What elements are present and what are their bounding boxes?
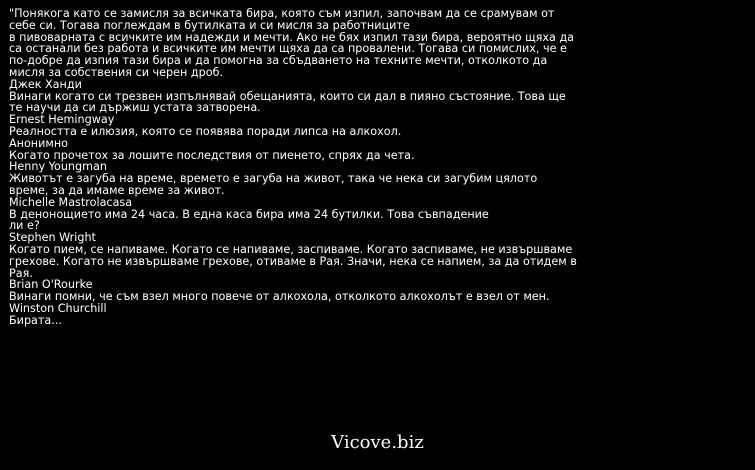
quote-text: Когато пием, се напиваме. Когато се напиваме, заспиваме. Когато заспиваме, не извършваме грехове. Когато не извършваме грехове, отиваме в Рая. Значи, нека се напием, за да отидем в Рая. bbox=[9, 242, 577, 280]
quote-item bbox=[9, 291, 577, 315]
quote-item bbox=[9, 150, 577, 174]
quote-text: Реалността е илюзия, която се появява поради липса на алкохол. bbox=[9, 124, 402, 138]
quote-author: Henny Youngman bbox=[9, 160, 107, 174]
quote-text: Винаги помни, че съм взел много повече от алкохола, отколкото алкохолът е взел от мен. bbox=[9, 290, 550, 304]
quote-text: "Понякога като се замисля за всичката бира, която съм изпил, започвам да се срамувам от себе си. Тогава поглеждам в бутилката и си мисля за работниците в пивоварната с всичките им надежди и мечти. Ако не бях изпил тази бира, вероятно щяха да са останали без работа и всичките им мечти щяха да са провалени. Тогава си помислих, че е по-добре да изпия тази бира и да помогна за сбъдването на техните мечти, отколкото да мисля за собствения си черен дроб. bbox=[9, 7, 575, 79]
quotes-list bbox=[9, 8, 577, 327]
quote-author: Джек Ханди bbox=[9, 77, 82, 91]
quote-item bbox=[9, 244, 577, 291]
quote-item bbox=[9, 209, 577, 244]
quote-author: Stephen Wright bbox=[9, 231, 96, 245]
quote-item bbox=[9, 173, 577, 208]
quote-author: Winston Churchill bbox=[9, 301, 107, 315]
quote-author: Brian O'Rourke bbox=[9, 278, 93, 292]
quote-author: Michelle Mastrolacasa bbox=[9, 195, 133, 209]
quote-item bbox=[9, 8, 577, 91]
site-brand: Vicove.biz bbox=[331, 432, 424, 453]
quote-text: Когато прочетох за лошите последствия от пиенето, спрях да чета. bbox=[9, 148, 415, 162]
quote-item bbox=[9, 91, 577, 126]
quote-text: Животът е загуба на време, времето е загуба на живот, така че нека си загубим цялото време, за да имаме време за живот. bbox=[9, 172, 538, 197]
quote-author: Ernest Hemingway bbox=[9, 113, 115, 127]
quote-text: Винаги когато си трезвен изпълнявай обещанията, които си дал в пияно състояние. Това ще те научи да си държиш устата затворена. bbox=[9, 89, 566, 115]
trailing-text: Бирата... bbox=[9, 313, 62, 327]
quote-text: В денонощието има 24 часа. В една каса бира има 24 бутилки. Това съвпадение ли е? bbox=[9, 207, 489, 233]
quote-author: Анонимно bbox=[9, 136, 68, 150]
quote-item bbox=[9, 126, 577, 150]
